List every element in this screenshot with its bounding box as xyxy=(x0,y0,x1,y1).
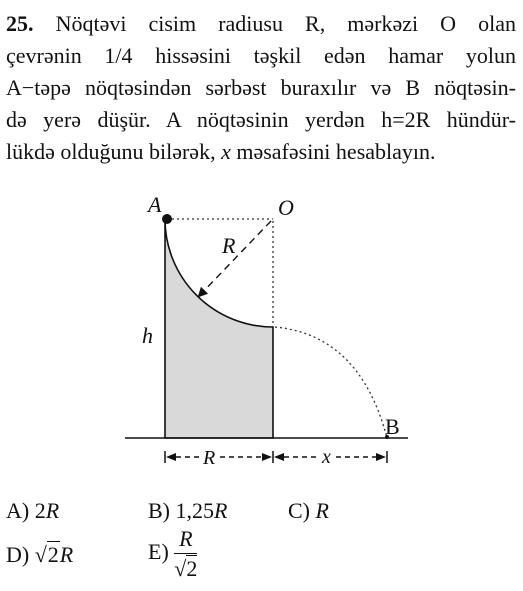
problem-line-5-b: məsafəsini hesablayın. xyxy=(230,139,436,164)
problem-number: 25. xyxy=(6,11,34,36)
answer-a[interactable] xyxy=(6,498,59,524)
label-o: O xyxy=(278,195,294,220)
answer-b-letter: B) xyxy=(148,498,176,523)
answer-d[interactable] xyxy=(6,542,73,568)
label-h: h xyxy=(142,323,153,348)
answer-e-letter: E) xyxy=(148,539,175,565)
answer-b-var: R xyxy=(214,498,228,523)
label-a: A xyxy=(148,192,162,217)
answer-c-letter: C) xyxy=(288,498,316,523)
variable-x: x xyxy=(221,139,231,164)
problem-line-1 xyxy=(6,8,516,40)
problem-line-5-a: lükdə olduğunu bilərək, xyxy=(6,139,222,164)
answer-d-radicand: 2 xyxy=(47,542,59,567)
answer-b-text: 1,25 xyxy=(175,498,214,523)
answer-d-var: R xyxy=(59,542,74,567)
sqrt-sign: √ xyxy=(174,556,187,581)
answer-e-radicand: 2 xyxy=(186,556,198,581)
dim-label-x: x xyxy=(322,446,331,468)
answer-b[interactable] xyxy=(148,498,227,524)
answer-e-denominator xyxy=(174,553,197,580)
answer-a-letter: A) xyxy=(6,498,35,523)
dim-r-right-arrow xyxy=(262,453,272,461)
problem-line-5 xyxy=(6,136,516,168)
answer-a-var: R xyxy=(45,498,60,523)
problem-text xyxy=(6,8,516,168)
dim-x-right-arrow xyxy=(376,453,386,461)
problem-line-2: çevrənin 1/4 hissəsini təşkil edən hamar yolun xyxy=(6,43,516,68)
answer-d-letter: D) xyxy=(6,542,35,567)
dim-x-left-arrow xyxy=(274,453,284,461)
label-r-radius: R xyxy=(222,233,236,258)
sqrt-sign: √ xyxy=(34,542,47,567)
dim-label-r: R xyxy=(203,447,216,469)
label-b: B xyxy=(385,414,400,439)
fraction xyxy=(174,528,197,580)
trajectory-path xyxy=(275,327,387,438)
track-body xyxy=(165,219,273,438)
dim-r-left-arrow xyxy=(166,453,176,461)
problem-line-4: də yerə düşür. A nöqtəsinin yerdən h=2R hündür- xyxy=(6,107,516,132)
answer-c-var: R xyxy=(315,498,329,523)
sqrt-symbol xyxy=(35,542,60,568)
answer-a-text: 2 xyxy=(34,498,46,523)
problem-line-1-text: Nöqtəvi cisim radiusu R, mərkəzi O olan xyxy=(55,11,516,36)
answer-c[interactable] xyxy=(288,498,329,524)
physics-figure xyxy=(0,185,523,485)
problem-line-3: A−təpə nöqtəsindən sərbəst buraxılır və B nöqtəsin- xyxy=(6,75,516,100)
answer-e-numerator: R xyxy=(179,526,193,551)
point-a-dot xyxy=(162,214,172,224)
answer-e[interactable] xyxy=(148,528,197,580)
